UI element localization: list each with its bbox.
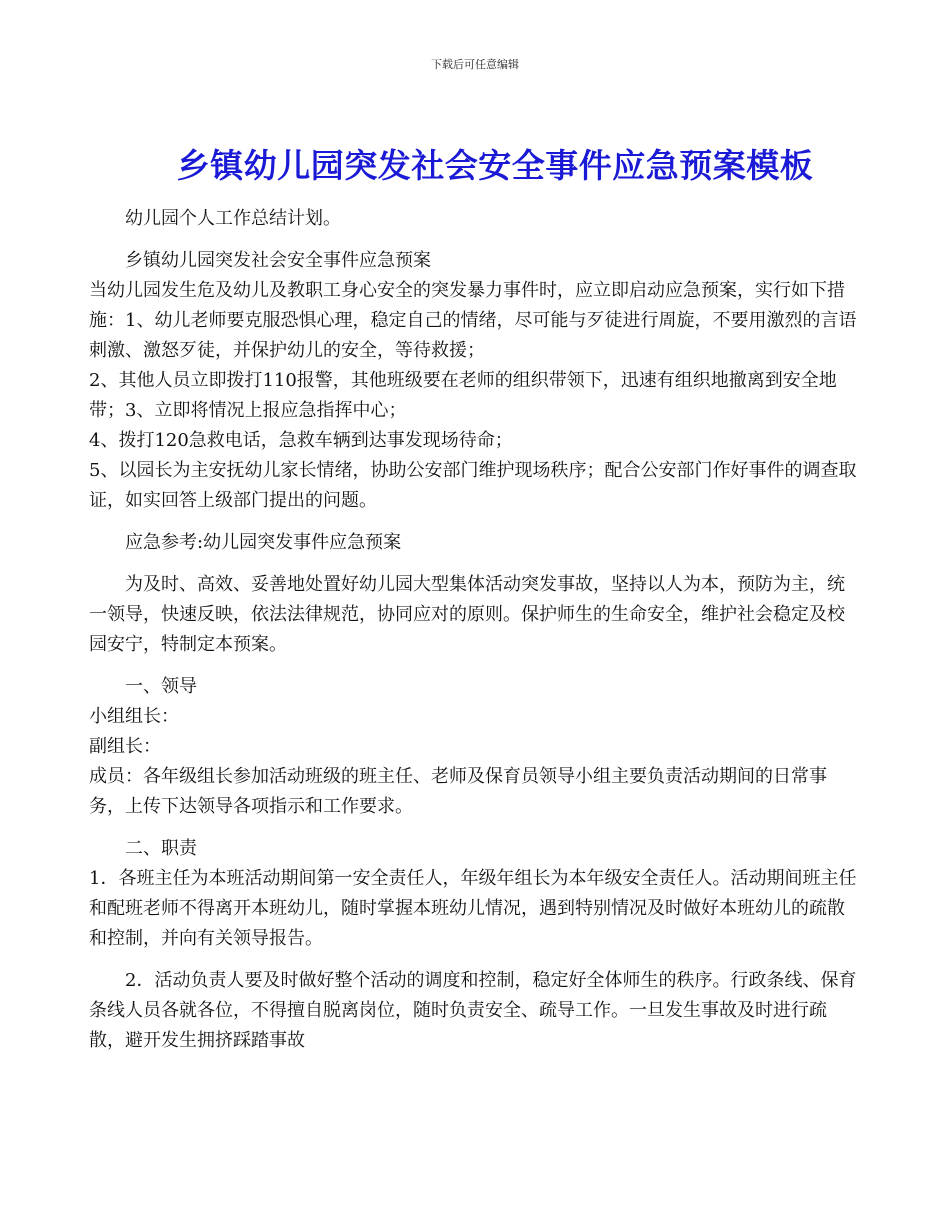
page-header-note: 下载后可任意编辑 xyxy=(431,58,519,71)
paragraph-deputy-leader: 副组长： xyxy=(89,736,161,757)
section-heading-leadership: 一、领导 xyxy=(125,676,197,697)
paragraph-step-5: 5、以园长为主安抚幼儿家长情绪，协助公安部门维护现场秩序；配合公安部门作好事件的调查取证，如实回答上级部门提出的问题。 xyxy=(89,460,857,511)
paragraph-reference: 应急参考:幼儿园突发事件应急预案 xyxy=(125,532,402,553)
paragraph-subtitle: 乡镇幼儿园突发社会安全事件应急预案 xyxy=(125,250,431,271)
document-body xyxy=(89,204,859,1056)
paragraph-members: 成员：各年级组长参加活动班级的班主任、老师及保育员领导小组主要负责活动期间的日常事务，上传下达领导各项指示和工作要求。 xyxy=(89,766,827,817)
paragraph-purpose: 为及时、高效、妥善地处置好幼儿园大型集体活动突发事故，坚持以人为本，预防为主，统一领导，快速反映，依法法律规范，协同应对的原则。保护师生的生命安全，维护社会稳定及校园安宁，特制定本预案。 xyxy=(89,574,845,655)
document-title: 乡镇幼儿园突发社会安全事件应急预案模板 xyxy=(176,146,814,185)
paragraph-group-leader: 小组组长： xyxy=(89,706,179,727)
paragraph-measures: 当幼儿园发生危及幼儿及教职工身心安全的突发暴力事件时，应立即启动应急预案，实行如下措施：1、幼儿老师要克服恐惧心理，稳定自己的情绪，尽可能与歹徒进行周旋，不要用激烈的言语刺激、激怒歹徒，并保护幼儿的安全，等待救援； xyxy=(89,280,857,361)
paragraph-duty-2: 2．活动负责人要及时做好整个活动的调度和控制，稳定好全体师生的秩序。行政条线、保育条线人员各就各位，不得擅自脱离岗位，随时负责安全、疏导工作。一旦发生事故及时进行疏散，避开发生拥挤踩踏事故 xyxy=(89,970,857,1051)
paragraph-step-2: 2、其他人员立即拨打110报警，其他班级要在老师的组织带领下，迅速有组织地撤离到安全地带；3、立即将情况上报应急指挥中心； xyxy=(89,370,837,421)
paragraph-intro: 幼儿园个人工作总结计划。 xyxy=(125,208,341,229)
paragraph-step-4: 4、拨打120急救电话，急救车辆到达事发现场待命； xyxy=(89,430,513,451)
section-heading-duties: 二、职责 xyxy=(125,838,197,859)
paragraph-duty-1: 1．各班主任为本班活动期间第一安全责任人，年级年组长为本年级安全责任人。活动期间班主任和配班老师不得离开本班幼儿，随时掌握本班幼儿情况，遇到特别情况及时做好本班幼儿的疏散和控制，并向有关领导报告。 xyxy=(89,868,857,949)
